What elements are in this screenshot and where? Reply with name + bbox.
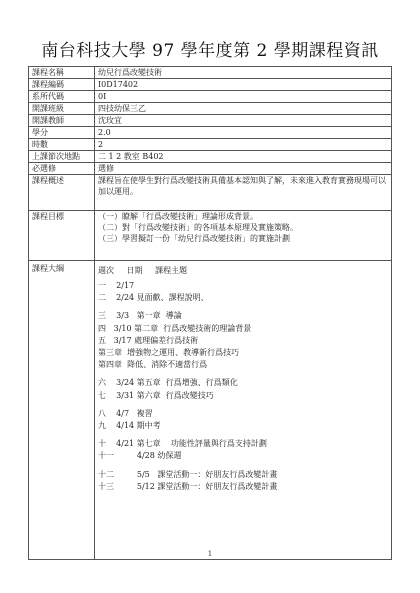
- course-info-table: [28, 66, 392, 560]
- schedule-line: 九 4/14 期中考: [98, 421, 161, 431]
- schedule-line: 十一 4/28 幼保週: [98, 451, 182, 461]
- schedule-line: 八 4/7 複習: [98, 408, 153, 418]
- goal-item: （三）學習擬訂一份「幼兒行爲改變技術」的實施計劃: [98, 234, 290, 243]
- schedule-line: 十三 5/12 課堂活動一：好朋友行爲改變計畫: [98, 481, 278, 491]
- row-value: 四技幼保三乙: [95, 103, 392, 115]
- row-label: 系所代碼: [29, 91, 95, 103]
- table-row: [29, 163, 392, 175]
- schedule-line: 七 3/31 第六章 行爲改變技巧: [98, 390, 214, 400]
- schedule-line: 四 3/10 第二章 行爲改變技術的理論背景: [98, 323, 252, 333]
- row-value: 課程旨在使學生對行爲改變技術具備基本認知與了解，未來進入教育實務現場可以加以運用。: [95, 175, 392, 211]
- table-row: [29, 91, 392, 103]
- row-label: 課程目標: [29, 211, 95, 261]
- schedule-line: 五 3/17 處理偏差行爲技術: [98, 335, 199, 345]
- table-row: [29, 67, 392, 79]
- schedule-line: 第三章 增強物之運用、教導新行爲技巧: [98, 348, 240, 358]
- row-label: 必選修: [29, 163, 95, 175]
- row-label: 開課教師: [29, 115, 95, 127]
- table-row-overview: [29, 175, 392, 211]
- schedule-line: 三 3/3 第一章 導論: [98, 311, 182, 321]
- row-value: 2: [95, 139, 392, 151]
- row-label: 課程編碼: [29, 79, 95, 91]
- page-number: 1: [207, 550, 213, 558]
- goal-item: （二）對「行爲改變技術」的各項基本原理及實施策略。: [98, 223, 298, 232]
- schedule-line: 十二 5/5 課堂活動一：好朋友行爲改變計畫: [98, 469, 278, 479]
- row-value: 選修: [95, 163, 392, 175]
- outline-cell: [95, 261, 392, 560]
- row-label: 上課節次地點: [29, 151, 95, 163]
- table-row: [29, 151, 392, 163]
- table-row: [29, 79, 392, 91]
- schedule-line: 二 2/24 見面歡、課程說明、: [98, 293, 209, 303]
- goal-item: （一）瞭解「行爲改變技術」理論形成背景。: [98, 212, 258, 221]
- row-label: 課程大綱: [29, 261, 95, 560]
- table-row-outline: [29, 261, 392, 560]
- schedule-line: 第四章 降低、消除不適當行爲: [98, 360, 208, 370]
- schedule-header: 週次 日期 課程主題: [98, 266, 188, 275]
- row-value: 二 1 2 教室 B402: [95, 151, 392, 163]
- schedule-line: 六 3/24 第五章 行爲增強、行爲類化: [98, 378, 238, 388]
- row-label: 開課班級: [29, 103, 95, 115]
- table-row-goals: [29, 211, 392, 261]
- row-label: 時數: [29, 139, 95, 151]
- row-label: 學分: [29, 127, 95, 139]
- schedule-line: 十 4/21 第七章 功能性評量與行爲支持計劃: [98, 439, 267, 449]
- row-value: 0I: [95, 91, 392, 103]
- row-value: 2.0: [95, 127, 392, 139]
- schedule-line: 一 2/17: [98, 281, 135, 290]
- row-value: 幼兒行爲改變技術: [95, 67, 392, 79]
- row-label: 課程概述: [29, 175, 95, 211]
- table-row: [29, 139, 392, 151]
- goals-list: [95, 211, 392, 261]
- table-row: [29, 115, 392, 127]
- page-title: 南台科技大學 97 學年度第 2 學期課程資訊: [41, 41, 379, 61]
- row-value: 沈玫宜: [95, 115, 392, 127]
- schedule-list: [98, 280, 388, 493]
- row-value: I0D17402: [95, 79, 392, 91]
- row-label: 課程名稱: [29, 67, 95, 79]
- table-row: [29, 103, 392, 115]
- table-row: [29, 127, 392, 139]
